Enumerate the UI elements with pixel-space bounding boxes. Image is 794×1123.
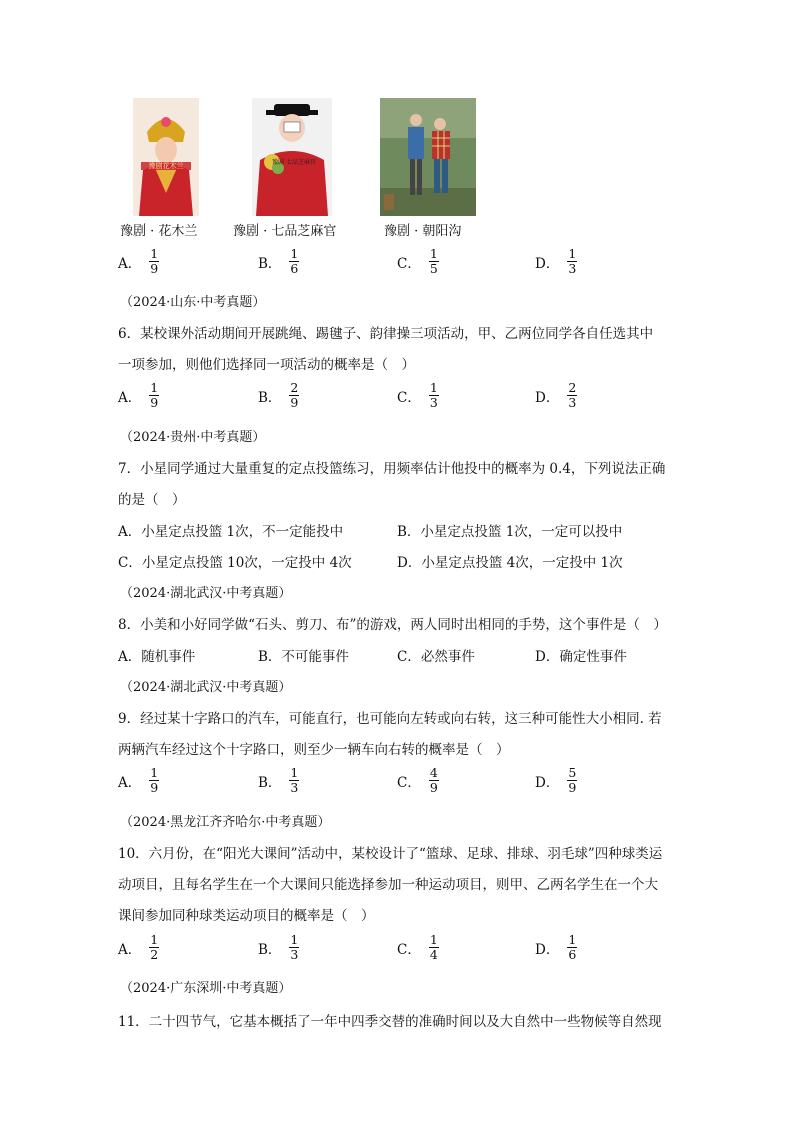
q6-text-line2: 一项参加，则他们选择同一项活动的概率是（ ） <box>118 357 415 373</box>
q7-option-b: B．小星定点投篮 1次，一定可以投中 <box>397 524 623 540</box>
q6-option-c: C． $\frac{1}{3}$ <box>397 380 438 410</box>
q7-text-line1: 7．小星同学通过大量重复的定点投篮练习，用频率估计他投中的概率为 0.4，下列说法正确 <box>118 461 666 477</box>
q8-option-a: A．随机事件 <box>118 649 196 665</box>
q8-option-b: B．不可能事件 <box>258 649 349 665</box>
q6-option-a: A． $\frac{1}{9}$ <box>118 380 159 410</box>
caption-hua-mulan: 豫剧 · 花木兰 <box>120 224 198 239</box>
opera-image-row <box>118 98 498 218</box>
q7-option-d: D．小星定点投篮 4次，一定投中 1次 <box>397 555 623 571</box>
stamp-hua-mulan: 豫剧花木兰 <box>148 162 184 170</box>
q8-option-d: D．确定性事件 <box>535 649 627 665</box>
q5-option-c: C． $\frac{1}{5}$ <box>397 246 438 276</box>
opera-photo-hua-mulan <box>133 98 199 216</box>
source-q10: （2024·黑龙江齐齐哈尔·中考真题） <box>120 815 331 830</box>
q8-option-c: C．必然事件 <box>397 649 475 665</box>
q6-option-b: B． $\frac{2}{9}$ <box>258 380 299 410</box>
q5-option-a: A． $\frac{1}{9}$ <box>118 246 159 276</box>
source-q9: （2024·湖北武汉·中考真题） <box>120 680 292 695</box>
caption-qipin-zhimaguan: 豫剧 · 七品芝麻官 <box>233 224 337 239</box>
q7-text-line2: 的是（ ） <box>118 492 186 508</box>
stamp-zhimaguan: 豫剧 七品芝麻官 <box>272 159 316 166</box>
caption-chaoyanggou: 豫剧 · 朝阳沟 <box>384 224 462 239</box>
q7-option-c: C．小星定点投篮 10次，一定投中 4次 <box>118 555 352 571</box>
q9-text-line2: 两辆汽车经过这个十字路口，则至少一辆车向右转的概率是（ ） <box>118 742 510 758</box>
q9-option-d: D． $\frac{5}{9}$ <box>535 765 577 795</box>
q9-option-b: B． $\frac{1}{3}$ <box>258 765 299 795</box>
q9-text-line1: 9．经过某十字路口的汽车，可能直行，也可能向左转或向右转，这三种可能性大小相同. 若 <box>118 711 662 727</box>
q5-option-b: B． $\frac{1}{6}$ <box>258 246 299 276</box>
q10-text-line3: 课间参加同种球类运动项目的概率是（ ） <box>118 908 375 924</box>
source-q11: （2024·广东深圳·中考真题） <box>120 981 292 996</box>
q10-option-b: B． $\frac{1}{3}$ <box>258 932 299 962</box>
q8-text-line1: 8．小美和小好同学做“石头、剪刀、布”的游戏，两人同时出相同的手势，这个事件是（ ） <box>118 617 667 633</box>
opera-photo-qipin-zhimaguan <box>252 98 332 216</box>
q9-option-c: C． $\frac{4}{9}$ <box>397 765 438 795</box>
q9-option-a: A． $\frac{1}{9}$ <box>118 765 159 795</box>
source-q8: （2024·湖北武汉·中考真题） <box>120 586 292 601</box>
q6-text-line1: 6．某校课外活动期间开展跳绳、踢毽子、韵律操三项活动，甲、乙两位同学各自任选其中 <box>118 326 654 342</box>
q10-text-line1: 10．六月份，在“阳光大课间”活动中，某校设计了“篮球、足球、排球、羽毛球”四种球类运 <box>118 846 663 862</box>
source-q6: （2024·山东·中考真题） <box>120 295 266 310</box>
q10-option-a: A． $\frac{1}{2}$ <box>118 932 159 962</box>
q5-option-d: D． $\frac{1}{3}$ <box>535 246 577 276</box>
q10-option-c: C． $\frac{1}{4}$ <box>397 932 438 962</box>
q10-text-line2: 动项目，且每名学生在一个大课间只能选择参加一种运动项目，则甲、乙两名学生在一个大 <box>118 877 658 893</box>
opera-photo-chaoyanggou <box>380 98 476 216</box>
q10-option-d: D． $\frac{1}{6}$ <box>535 932 577 962</box>
q6-option-d: D． $\frac{2}{3}$ <box>535 380 577 410</box>
q11-text-line1: 11．二十四节气，它基本概括了一年中四季交替的准确时间以及大自然中一些物候等自然现 <box>118 1014 662 1030</box>
q7-option-a: A．小星定点投篮 1次，不一定能投中 <box>118 524 344 540</box>
source-q7: （2024·贵州·中考真题） <box>120 430 266 445</box>
